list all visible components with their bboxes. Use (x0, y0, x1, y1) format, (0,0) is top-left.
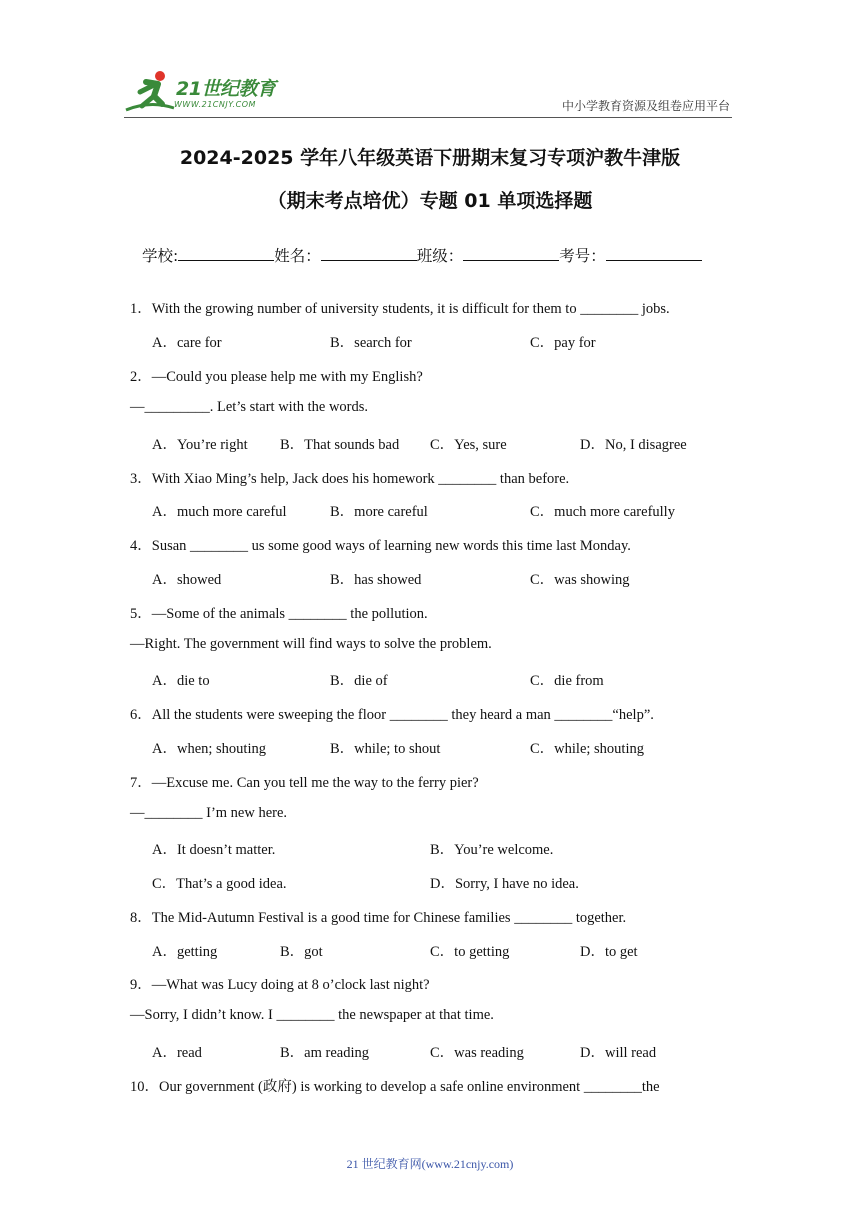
q7-option-a[interactable]: A．It doesn’t matter. (152, 842, 276, 858)
question-7-stem-reply: —________ I’m new here. (130, 805, 288, 821)
q3-option-b[interactable]: B．more careful (330, 504, 428, 520)
q6-option-b[interactable]: B．while; to shout (330, 741, 441, 757)
school-blank[interactable] (178, 244, 274, 261)
question-1-stem: 1．With the growing number of university students, it is difficult for them to ________ jobs. (130, 301, 670, 317)
question-4-stem: 4．Susan ________ us some good ways of learning new words this time last Monday. (130, 538, 631, 554)
platform-label: 中小学教育资源及组卷应用平台 (561, 99, 730, 113)
q9-option-c[interactable]: C．was reading (430, 1045, 524, 1061)
q9-option-b[interactable]: B．am reading (280, 1045, 369, 1061)
question-9-stem: 9．—What was Lucy doing at 8 o’clock last night? (130, 977, 430, 993)
q2-option-c[interactable]: C．Yes, sure (430, 437, 507, 453)
q8-option-b[interactable]: B．got (280, 944, 323, 960)
question-2-stem-reply: —_________. Let’s start with the words. (130, 399, 369, 415)
q4-option-c[interactable]: C．was showing (530, 572, 630, 588)
class-label: 班级： (416, 247, 464, 265)
name-blank[interactable] (321, 244, 417, 261)
question-5-stem-reply: —Right. The government will find ways to solve the problem. (130, 636, 492, 652)
question-7-stem: 7．—Excuse me. Can you tell me the way to the ferry pier? (130, 775, 479, 791)
q1-option-c[interactable]: C．pay for (530, 335, 596, 351)
q7-option-b[interactable]: B．You’re welcome. (430, 842, 554, 858)
q2-option-b[interactable]: B．That sounds bad (280, 437, 400, 453)
q2-option-a[interactable]: A．You’re right (152, 437, 248, 453)
question-10-stem: 10．Our government (政府) is working to develop a safe online environment ________the (130, 1079, 660, 1095)
q3-option-a[interactable]: A．much more careful (152, 504, 287, 520)
q4-option-b[interactable]: B．has showed (330, 572, 422, 588)
number-blank[interactable] (606, 244, 702, 261)
question-5-stem: 5．—Some of the animals ________ the pollution. (130, 606, 428, 622)
q3-option-c[interactable]: C．much more carefully (530, 504, 675, 520)
q1-option-b[interactable]: B．search for (330, 335, 412, 351)
question-6-stem: 6．All the students were sweeping the floor ________ they heard a man ________“help”. (130, 707, 654, 723)
number-label: 考号： (559, 247, 606, 265)
question-8-stem: 8．The Mid-Autumn Festival is a good time for Chinese families ________ together. (130, 910, 627, 926)
q5-option-b[interactable]: B．die of (330, 673, 388, 689)
question-3-stem: 3．With Xiao Ming’s help, Jack does his homework ________ than before. (130, 471, 570, 487)
page-title: 2024-2025 学年八年级英语下册期末复习专项沪教牛津版 (179, 147, 681, 169)
q7-option-c[interactable]: C．That’s a good idea. (152, 876, 287, 892)
q6-option-a[interactable]: A．when; shouting (152, 741, 266, 757)
q9-option-a[interactable]: A．read (152, 1045, 202, 1061)
name-label: 姓名： (274, 247, 321, 265)
logo-subtext: WWW.21CNJY.COM (174, 100, 256, 109)
q2-option-d[interactable]: D．No, I disagree (580, 437, 687, 453)
student-info (142, 244, 702, 266)
q8-option-c[interactable]: C．to getting (430, 944, 510, 960)
q6-option-c[interactable]: C．while; shouting (530, 741, 644, 757)
question-9-stem-reply: —Sorry, I didn’t know. I ________ the newspaper at that time. (130, 1007, 494, 1023)
q7-option-d[interactable]: D．Sorry, I have no idea. (430, 876, 579, 892)
school-label: 学校: (142, 247, 179, 265)
q1-option-a[interactable]: A．care for (152, 335, 222, 351)
class-blank[interactable] (463, 244, 559, 261)
question-2-stem: 2．—Could you please help me with my English? (130, 369, 423, 385)
q8-option-a[interactable]: A．getting (152, 944, 218, 960)
q4-option-a[interactable]: A．showed (152, 572, 222, 588)
q8-option-d[interactable]: D．to get (580, 944, 638, 960)
runner-logo-icon (124, 70, 176, 114)
q5-option-c[interactable]: C．die from (530, 673, 604, 689)
q9-option-d[interactable]: D．will read (580, 1045, 657, 1061)
header-divider (124, 117, 732, 118)
logo (124, 70, 294, 116)
q5-option-a[interactable]: A．die to (152, 673, 210, 689)
logo-text: 21世纪教育 (176, 78, 276, 100)
page-subtitle: （期末考点培优）专题 01 单项选择题 (267, 190, 593, 212)
footer-link[interactable]: 21 世纪教育网(www.21cnjy.com) (346, 1157, 514, 1171)
